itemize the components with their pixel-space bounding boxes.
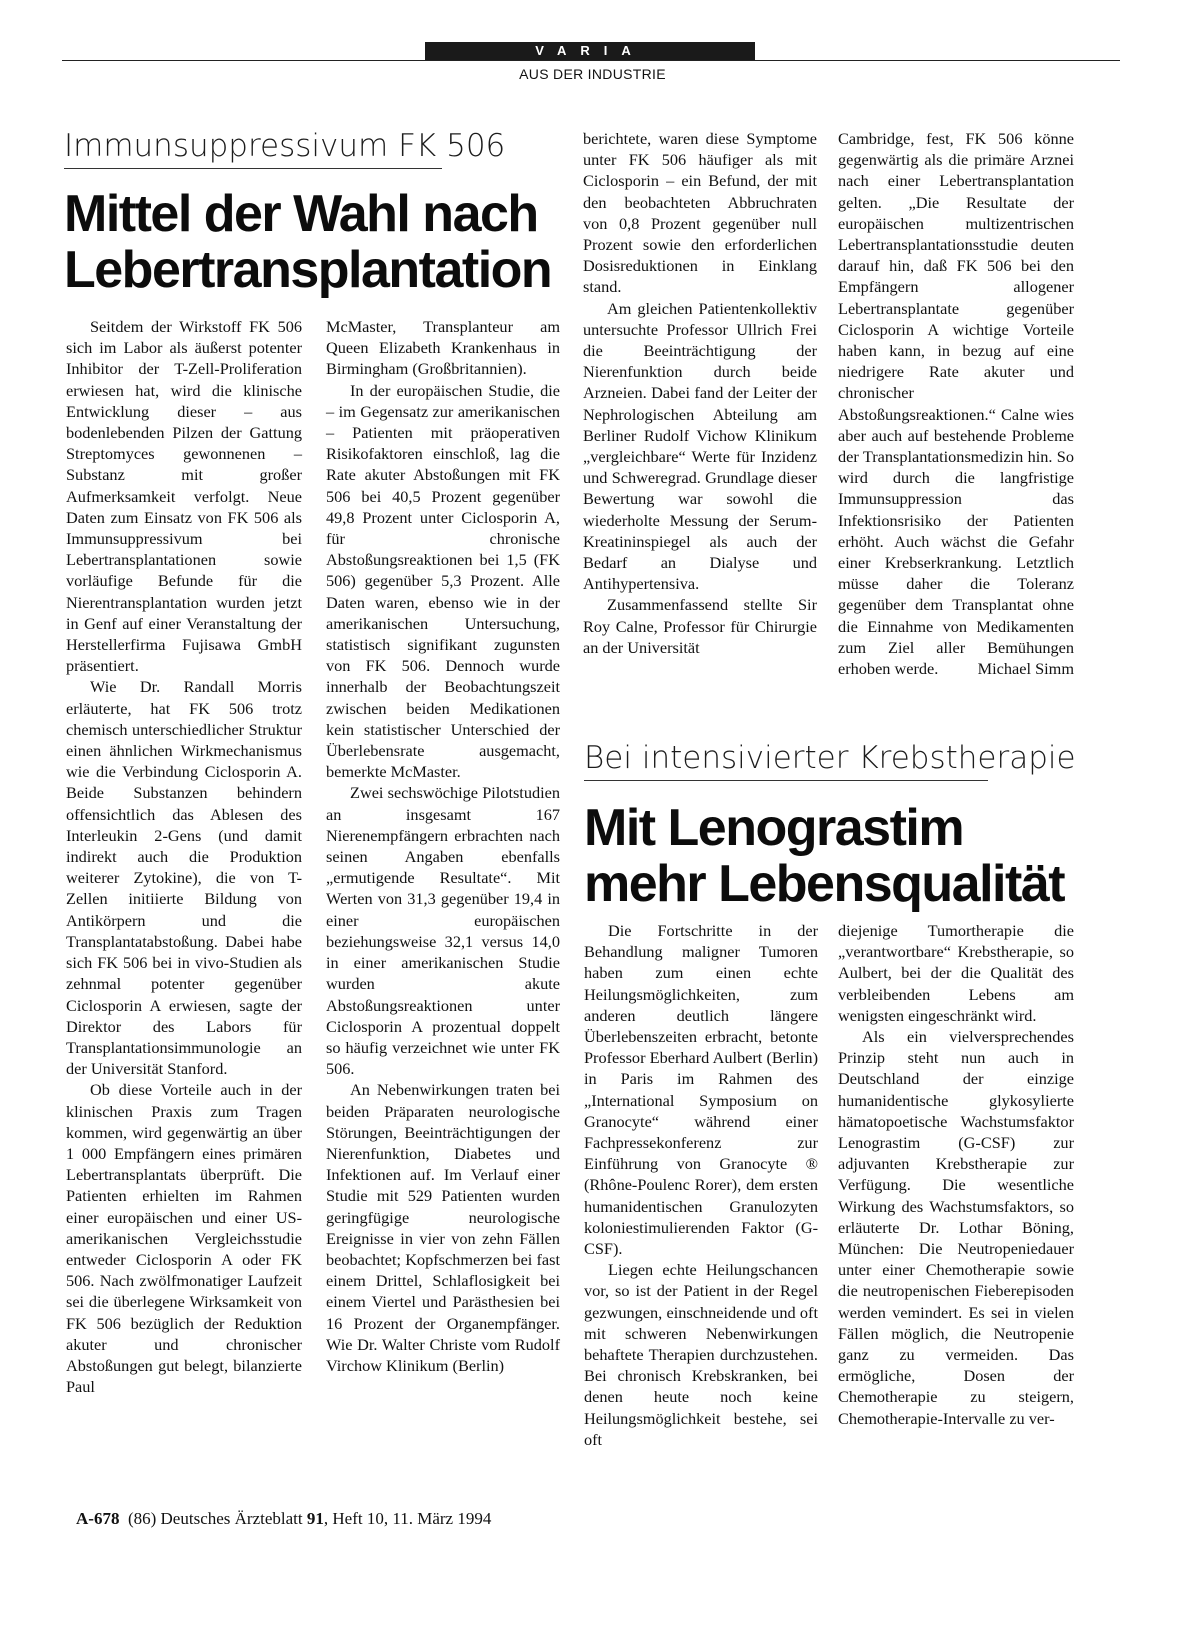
paragraph: Liegen echte Heilungschancen vor, so ist der Patient in der Regel gezwungen, einschneidende und oft mit schweren Nebenwirkungen behaftete Therapien durchzustehen. Bei chronisch Krebskranken, bei denen heute noch keine Heilungsmöglichkeit bestehe, sei oft: [584, 1260, 818, 1449]
paragraph: berichtete, waren diese Symptome unter FK 506 häufiger als mit Ciclosporin – ein Befund, der mit den beobachteten Abbruchraten von 0,8 Prozent gegenüber null Prozent sowie den erforderlichen Dosisreduktionen in Einklang stand.: [583, 129, 817, 297]
article1-column-2: [326, 316, 560, 1376]
paragraph: [838, 128, 1074, 679]
journal-name: Deutsches Ärzteblatt: [160, 1509, 303, 1528]
article1-topic: Immunsuppressivum FK 506: [64, 126, 442, 169]
paragraph: diejenige Tumortherapie die „verantwortbare“ Krebstherapie, so Aulbert, bei der die Qualität des verbleibenden Lebens am wenigsten eingeschränkt wird.: [838, 921, 1074, 1025]
article1-headline-line2: Lebertransplantation: [64, 241, 552, 299]
paragraph-text: Cambridge, fest, FK 506 könne gegenwärtig als die primäre Arznei nach einer Lebertransplantation gelten. „Die Resultate der europäischen multizentrischen Lebertransplantationsstudie deuten darauf hin, daß FK 506 bei den Empfängern allogener Lebertransplantate gegenüber Ciclosporin A wichtige Vorteile haben kann, in bezug auf eine niedrigere Rate akuter und chronischer Abstoßungsreaktionen.“ Calne wies aber auch auf bestehende Probleme der Transplantationsmedizin hin. So wird durch die langfristige Immunsuppression das Infektionsrisiko der Patienten erhöht. Auch wächst die Gefahr einer Krebserkrankung. Letztlich müsse daher die Toleranz gegenüber dem Transplantat ohne die Einnahme von Medikamenten zum Ziel aller Bemühungen erhoben werde.: [838, 129, 1074, 679]
paragraph: Die Fortschritte in der Behandlung maligner Tumoren haben zum einen echte Heilungsmöglichkeiten, zum anderen deutlich längere Überlebenszeiten erbracht, betonte Professor Eberhard Aulbert (Berlin) in Paris im Rahmen des „International Symposium on Granocyte“ während einer Fachpressekonferenz zur Einführung von Granocyte ® (Rhône-Poulenc Rorer), dem ersten humanidentischen Granulozyten koloniestimulierenden Faktor (G-CSF).: [584, 921, 818, 1259]
paragraph: McMaster, Transplanteur am Queen Elizabeth Krankenhaus in Birmingham (Großbritannien).: [326, 317, 560, 379]
author-name: Michael Simm: [977, 659, 1074, 679]
journal-volume: 91: [306, 1509, 324, 1528]
article2-column-1: [584, 920, 818, 1450]
article1-column-1: [66, 316, 302, 1397]
article1-headline-line1: Mittel der Wahl nach: [64, 185, 538, 243]
paragraph: Zwei sechswöchige Pilotstudien an insgesamt 167 Nierenempfängern erbrachten nach seinen Angaben ebenfalls „ermutigende Resultate“. Mit Werten von 31,3 gegenüber 19,4 in einer europäischen beziehungsweise 32,1 versus 14,0 in einer amerikanischen Studie wurden akute Abstoßungsreaktionen unter Ciclosporin A prozentual doppelt so häufig verzeichnet wie unter FK 506.: [326, 783, 560, 1079]
paragraph: Zusammenfassend stellte Sir Roy Calne, Professor für Chirurgie an der Universität: [583, 595, 817, 657]
paragraph: An Nebenwirkungen traten bei beiden Präparaten neurologische Störungen, Beeinträchtigungen der Nierenfunktion, Diabetes und Infektionen auf. Im Verlauf einer Studie mit 529 Patienten wurden geringfügige neurologische Ereignisse in vier von zehn Fällen beobachtet; Kopfschmerzen bei fast einem Drittel, Schlaflosigkeit bei einem Viertel und Parästhesien bei 16 Prozent der Organempfänger. Wie Dr. Walter Christe vom Rudolf Virchow Klinikum (Berlin): [326, 1080, 560, 1375]
header-rule: [62, 60, 1120, 61]
article1-column-3: [583, 128, 817, 658]
paragraph: Seitdem der Wirkstoff FK 506 sich im Labor als äußerst potenter Inhibitor der T-Zell-Proliferation erwiesen hat, wird die klinische Entwicklung dieser – aus bodenlebenden Pilzen der Gattung Streptomyces gewonnenen – Substanz mit großer Aufmerksamkeit verfolgt. Neue Daten zum Einsatz von FK 506 als Immunsuppressivum bei Lebertransplantationen sowie vorläufige Befunde für die Nierentransplantation wurden jetzt in Genf auf einer Veranstaltung der Herstellerfirma Fujisawa GmbH präsentiert.: [66, 317, 302, 676]
article2-headline-line2: mehr Lebensqualität: [584, 855, 1065, 913]
paragraph: In der europäischen Studie, die – im Gegensatz zur amerikanischen – Patienten mit präoperativen Risikofaktoren einschloß, lag die Rate akuter Abstoßungen mit FK 506 bei 40,5 Prozent gegenüber 49,8 Prozent unter Ciclosporin A, für chronische Abstoßungsreaktionen bei 1,5 (FK 506) gegenüber 5,3 Prozent. Alle Daten waren, ebenso wie in der amerikanischen Untersuchung, statistisch signifikant zugunsten von FK 506. Dennoch wurde innerhalb der Beobachtungszeit zwischen beiden Medikationen kein statistischer Unterschied der Überlebensrate ausgemacht, bemerkte McMaster.: [326, 380, 560, 782]
paragraph: Als ein vielversprechendes Prinzip steht nun auch in Deutschland der einzige humanidentische glykosylierte hämatopoetische Wachstumsfaktor Lenograstim (G-CSF) zur adjuvanten Krebstherapie zur Verfügung. Die wesentliche Wirkung des Wachstumsfaktors, so erläuterte Dr. Lothar Böning, München: Die Neutropeniedauer unter einer Chemotherapie sowie die neutropenischen Fieberepisoden werden vemindert. Es sei in vielen Fällen möglich, die Neutropenie ganz zu vermeiden. Das ermögliche, Dosen der Chemotherapie zu steigern, Chemotherapie-Intervalle zu ver-: [838, 1027, 1074, 1428]
paragraph: Ob diese Vorteile auch in der klinischen Praxis zum Tragen kommen, wird gegenwärtig an über 1 000 Empfängern eines primären Lebertransplantats überprüft. Die Patienten erhielten im Rahmen einer europäischen und einer US-amerikanischen Vergleichsstudie entweder Ciclosporin A oder FK 506. Nach zwölfmonatiger Laufzeit sei die überlegene Wirksamkeit von FK 506 bezüglich der Reduktion akuter und chronischer Abstoßungen gut belegt, bilanzierte Paul: [66, 1080, 302, 1397]
page-number: (86): [127, 1509, 157, 1528]
article2-topic: Bei intensivierter Krebstherapie: [584, 738, 988, 781]
paragraph: Am gleichen Patientenkollektiv untersuchte Professor Ullrich Frei die Beeinträchtigung der Nierenfunktion durch beide Arzneien. Dabei fand der Leiter der Nephrologischen Abteilung am Berliner Rudolf Vichow Klinikum „vergleichbare“ Werte für Inzidenz und Schweregrad. Grundlage dieser Bewertung war sowohl die wiederholte Messung der Serum-Kreatininspiegel als auch der Bedarf an Dialyse und Antihypertensiva.: [583, 298, 817, 594]
section-banner: VARIA: [425, 42, 755, 60]
page-footer: [76, 1509, 491, 1529]
article2-headline-line1: Mit Lenograstim: [584, 799, 964, 857]
subsection-label: AUS DER INDUSTRIE: [519, 66, 666, 82]
issue-date: , Heft 10, 11. März 1994: [323, 1509, 492, 1528]
paragraph: Wie Dr. Randall Morris erläuterte, hat FK 506 trotz chemisch unterschiedlicher Struktur einen ähnlichen Wirkmechanismus wie die Verbindung Ciclosporin A. Beide Substanzen behindern offensichtlich das Ablesen des Interleukin 2-Gens (und damit indirekt auch die Produktion weiterer Zytokine), die von T-Zellen initiierte Bildung von Antikörpern und die Transplantatabstoßung. Dabei habe sich FK 506 bei in vivo-Studien als zehnmal potenter gegenüber Ciclosporin A erwiesen, sagte der Direktor des Labors für Transplantationsimmunologie an der Universität Stanford.: [66, 677, 302, 1079]
page-code: A-678: [76, 1509, 120, 1528]
article1-column-4: [838, 128, 1074, 679]
article2-column-2: [838, 920, 1074, 1429]
